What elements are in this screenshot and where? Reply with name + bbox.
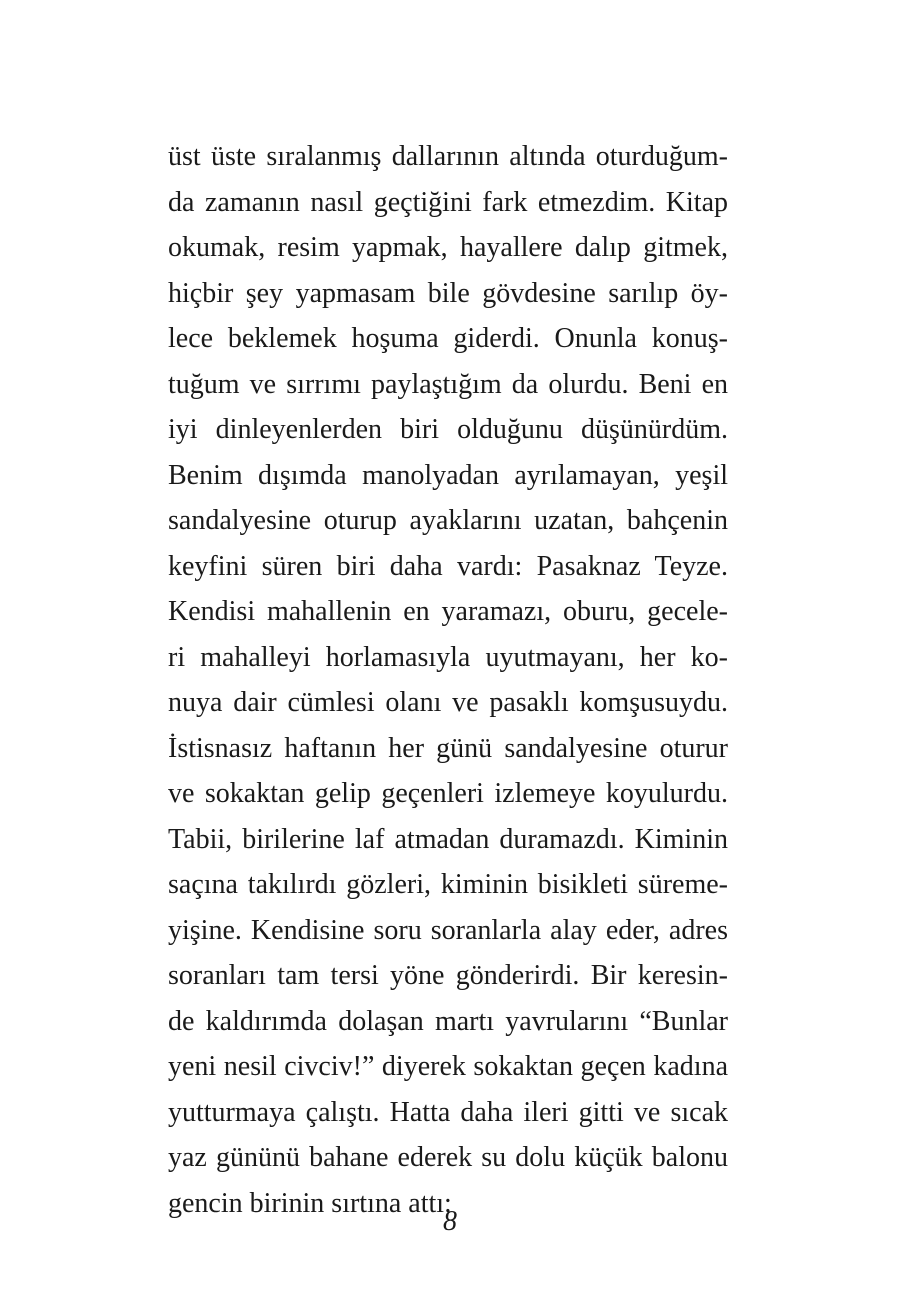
text-line: da zamanın nasıl geçtiğini fark etmezdim. Kitap xyxy=(168,186,728,218)
text-line: İstisnasız haftanın her günü sandalyesine oturur xyxy=(168,732,728,764)
text-line: keyfini süren biri daha vardı: Pasaknaz Teyze. xyxy=(168,550,728,582)
page-number: 8 xyxy=(443,1206,457,1237)
text-line: hiçbir şey yapmasam bile gövdesine sarılıp öy- xyxy=(168,277,728,309)
text-line: de kaldırımda dolaşan martı yavrularını “Bunlar xyxy=(168,1005,728,1037)
text-line: nuya dair cümlesi olanı ve pasaklı komşusuydu. xyxy=(168,687,728,718)
text-line: Kendisi mahallenin en yaramazı, oburu, gecele- xyxy=(168,596,728,627)
text-line: Tabii, birilerine laf atmadan duramazdı. Kiminin xyxy=(168,823,728,855)
text-line: ri mahalleyi horlamasıyla uyutmayanı, her ko- xyxy=(168,641,728,673)
text-line: sandalyesine oturup ayaklarını uzatan, bahçenin xyxy=(168,505,728,536)
text-line: saçına takılırdı gözleri, kiminin bisikleti süreme- xyxy=(168,869,728,900)
text-line: iyi dinleyenlerden biri olduğunu düşünürdüm. xyxy=(168,414,728,445)
text-line: soranları tam tersi yöne gönderirdi. Bir keresin- xyxy=(168,960,728,991)
text-line: üst üste sıralanmış dallarının altında oturduğum- xyxy=(168,141,728,172)
text-line: tuğum ve sırrımı paylaştığım da olurdu. Beni en xyxy=(168,368,728,400)
text-line: yutturmaya çalıştı. Hatta daha ileri gitti ve sıcak xyxy=(168,1096,728,1128)
text-line: lece beklemek hoşuma giderdi. Onunla konuş- xyxy=(168,323,728,354)
text-line: Benim dışımda manolyadan ayrılamayan, yeşil xyxy=(168,459,728,491)
text-line: okumak, resim yapmak, hayallere dalıp gitmek, xyxy=(168,232,728,263)
text-line: gencin birinin sırtına attı: xyxy=(168,1187,452,1219)
body-text xyxy=(168,134,728,1226)
text-line: ve sokaktan gelip geçenleri izlemeye koyulurdu. xyxy=(168,778,728,809)
text-line: yeni nesil civciv!” diyerek sokaktan geçen kadına xyxy=(168,1051,728,1082)
text-line: yişine. Kendisine soru soranlarla alay eder, adres xyxy=(168,914,728,946)
text-line: yaz gününü bahane ederek su dolu küçük balonu xyxy=(168,1142,728,1173)
